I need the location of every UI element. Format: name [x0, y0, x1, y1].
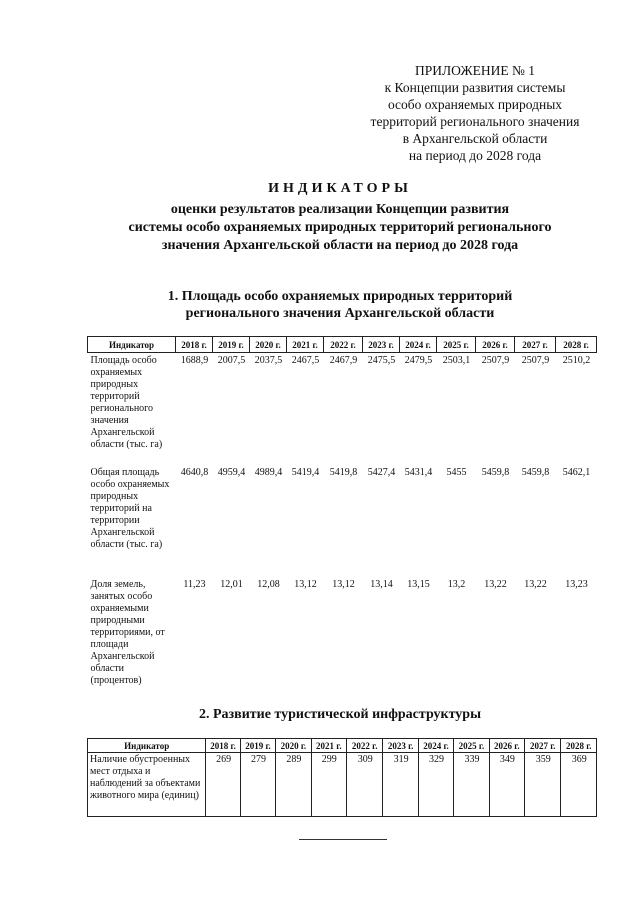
- column-header-year: 2025 г.: [454, 739, 489, 753]
- column-header-indicator: Индикатор: [88, 337, 176, 353]
- header-row: [88, 739, 597, 753]
- indicator-value: 13,12: [294, 579, 317, 590]
- indicator-value: 5427,4: [367, 467, 396, 478]
- indicator-value: 329: [418, 753, 453, 817]
- indicator-value: 289: [276, 753, 311, 817]
- indicator-value: 2510,2: [562, 355, 591, 366]
- column-header-year: 2028 г.: [561, 739, 597, 753]
- appendix-line: территорий регионального значения: [370, 114, 580, 129]
- appendix-line: ПРИЛОЖЕНИЕ № 1: [414, 63, 536, 78]
- column-header-year: 2018 г.: [206, 739, 240, 753]
- indicator-value: 4989,4: [254, 467, 283, 478]
- footer-rule: [299, 839, 387, 840]
- table-row: [88, 577, 597, 697]
- indicator-value: 12,08: [257, 579, 280, 590]
- indicator-value: 12,01: [220, 579, 243, 590]
- document-subtitle: [40, 201, 640, 255]
- indicator-value: 319: [383, 753, 418, 817]
- indicator-value: 13,2: [447, 579, 466, 590]
- indicator-value: 2479,5: [404, 355, 433, 366]
- column-header-year: 2021 г.: [311, 739, 346, 753]
- column-header-year: 2023 г.: [363, 337, 400, 353]
- indicator-value: 279: [240, 753, 275, 817]
- section2-heading: 2. Развитие туристической инфраструктуры: [198, 707, 482, 722]
- indicator-value: 269: [206, 753, 240, 817]
- table-row: [88, 753, 597, 817]
- column-header-year: 2027 г.: [515, 337, 556, 353]
- column-header-year: 2019 г.: [240, 739, 275, 753]
- document-title: ИНДИКАТОРЫ: [268, 181, 412, 196]
- column-header-year: 2023 г.: [383, 739, 418, 753]
- column-header-year: 2024 г.: [418, 739, 453, 753]
- indicator-value: 5459,8: [481, 467, 510, 478]
- header-row: [88, 337, 597, 353]
- indicator-value: 13,15: [407, 579, 430, 590]
- column-header-year: 2025 г.: [437, 337, 476, 353]
- appendix-line: в Архангельской области: [402, 131, 548, 146]
- column-header-year: 2020 г.: [250, 337, 287, 353]
- column-header-year: 2022 г.: [347, 739, 383, 753]
- indicator-value: 5431,4: [404, 467, 433, 478]
- indicator-value: 5459,8: [521, 467, 550, 478]
- indicator-value: 349: [489, 753, 524, 817]
- column-header-year: 2028 г.: [556, 337, 597, 353]
- column-header-year: 2026 г.: [489, 739, 524, 753]
- indicator-value: 13,23: [565, 579, 588, 590]
- indicator-value: 5462,1: [562, 467, 591, 478]
- indicator-value: 2037,5: [254, 355, 283, 366]
- indicator-value: 5419,8: [329, 467, 358, 478]
- appendix-line: особо охраняемых природных: [387, 97, 563, 112]
- tourism-table: [87, 738, 597, 817]
- table-body: [88, 353, 597, 698]
- column-header-indicator: Индикатор: [88, 739, 206, 753]
- indicators-table-area: [87, 336, 597, 697]
- indicator-value: 359: [525, 753, 561, 817]
- indicator-name: Общая площадь особо охраняемых природных территорий на территории Архангельской области (тыс. га): [90, 467, 170, 550]
- column-header-year: 2022 г.: [324, 337, 363, 353]
- column-header-year: 2027 г.: [525, 739, 561, 753]
- indicator-value: 13,22: [524, 579, 547, 590]
- indicator-value: 369: [561, 753, 597, 817]
- indicator-value: 2467,5: [291, 355, 320, 366]
- appendix-block: [350, 62, 600, 164]
- indicator-value: 5419,4: [291, 467, 320, 478]
- column-header-year: 2026 г.: [476, 337, 515, 353]
- table-header: [88, 739, 597, 753]
- column-header-year: 2020 г.: [276, 739, 311, 753]
- section1-heading-line: регионального значения Архангельской области: [185, 306, 495, 321]
- indicator-name: Доля земель, занятых особо охраняемыми природными территориями, от площади Архангельской области (процентов): [90, 579, 165, 686]
- indicator-value: 13,14: [370, 579, 393, 590]
- subtitle-line: оценки результатов реализации Концепции развития: [170, 202, 510, 217]
- indicator-value: 4640,8: [180, 467, 209, 478]
- table-row: [88, 465, 597, 577]
- indicator-value: 13,12: [332, 579, 355, 590]
- column-header-year: 2024 г.: [400, 337, 437, 353]
- indicator-name: Площадь особо охраняемых природных территорий регионального значения Архангельской области (тыс. га): [90, 355, 163, 450]
- table-row: [88, 353, 597, 466]
- indicator-value: 2475,5: [367, 355, 396, 366]
- indicator-name: Наличие обустроенных мест отдыха и наблюдений за объектами животного мира (единиц): [88, 753, 206, 817]
- table-body: [88, 753, 597, 817]
- indicator-value: 299: [311, 753, 346, 817]
- appendix-line: на период до 2028 года: [408, 148, 542, 163]
- column-header-year: 2019 г.: [213, 337, 250, 353]
- table-header: [88, 337, 597, 353]
- indicator-value: 4959,4: [217, 467, 246, 478]
- indicator-value: 2507,9: [481, 355, 510, 366]
- subtitle-line: значения Архангельской области на период до 2028 года: [161, 238, 519, 253]
- indicator-value: 11,23: [183, 579, 206, 590]
- section1-heading: [40, 288, 640, 322]
- indicator-value: 2467,9: [329, 355, 358, 366]
- indicator-value: 2507,9: [521, 355, 550, 366]
- section1-heading-line: 1. Площадь особо охраняемых природных территорий: [167, 289, 513, 304]
- appendix-line: к Концепции развития системы: [384, 80, 566, 95]
- indicator-value: 309: [347, 753, 383, 817]
- column-header-year: 2021 г.: [287, 337, 324, 353]
- indicator-value: 1688,9: [180, 355, 209, 366]
- indicator-value: 13,22: [484, 579, 507, 590]
- indicator-value: 339: [454, 753, 489, 817]
- column-header-year: 2018 г.: [176, 337, 213, 353]
- subtitle-line: системы особо охраняемых природных территорий регионального: [128, 220, 552, 235]
- indicator-value: 2007,5: [217, 355, 246, 366]
- indicator-value: 5455: [446, 467, 467, 478]
- indicator-value: 2503,1: [442, 355, 471, 366]
